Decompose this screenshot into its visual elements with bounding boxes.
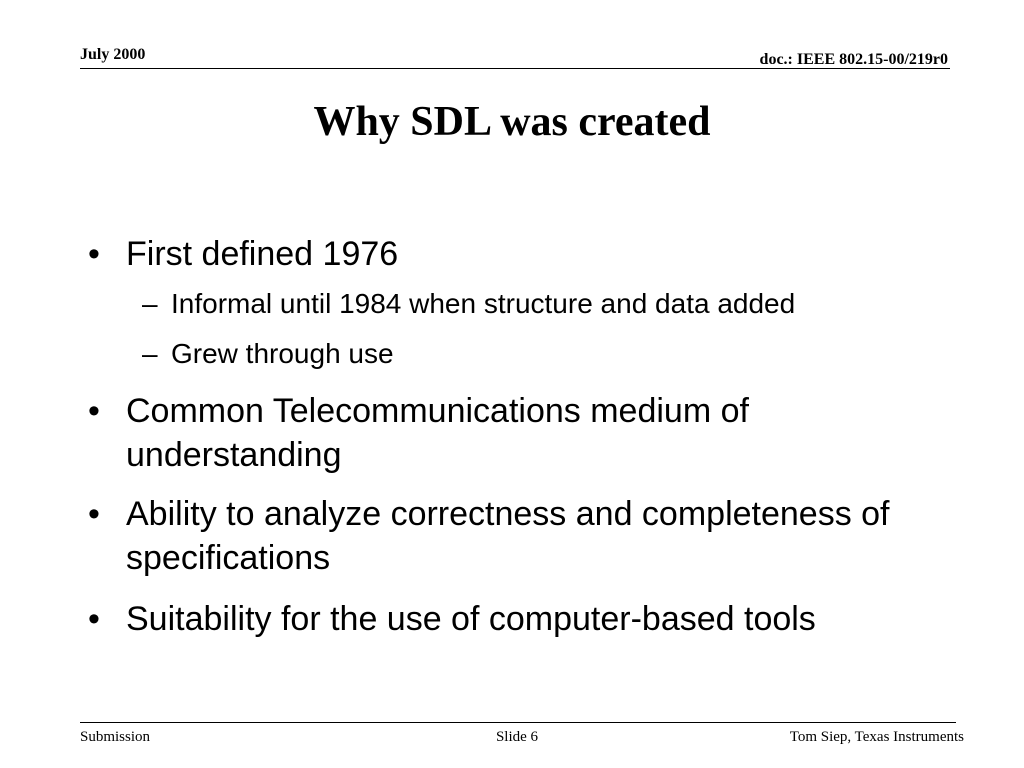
header-divider bbox=[80, 68, 950, 69]
footer-divider bbox=[80, 722, 956, 723]
footer-slide-number: Slide 6 bbox=[495, 729, 539, 745]
bullet-text: Ability to analyze correctness and completeness of specifications bbox=[126, 495, 890, 577]
header-doc-id: doc.: IEEE 802.15-00/219r0 bbox=[759, 51, 948, 68]
bullet-marker: • bbox=[88, 600, 100, 638]
bullet-text: First defined 1976 bbox=[126, 235, 399, 273]
subbullet-text: Informal until 1984 when structure and data added bbox=[171, 288, 796, 319]
subbullet-text: Grew through use bbox=[171, 338, 394, 369]
bullet-text: Suitability for the use of computer-based tools bbox=[126, 600, 816, 638]
bullet-item bbox=[88, 389, 948, 477]
bullet-marker: • bbox=[88, 392, 100, 430]
header-date: July 2000 bbox=[80, 46, 146, 63]
bullet-marker: • bbox=[88, 235, 100, 273]
footer-submission: Submission bbox=[80, 729, 151, 745]
footer-author: Tom Siep, Texas Instruments bbox=[789, 729, 964, 745]
bullet-item bbox=[88, 492, 948, 580]
slide-title: Why SDL was created bbox=[313, 99, 711, 145]
bullet-text: Common Telecommunications medium of understanding bbox=[126, 392, 749, 474]
bullet-item bbox=[88, 597, 948, 641]
bullet-item bbox=[88, 232, 948, 276]
subbullet-item bbox=[142, 286, 962, 322]
subbullet-marker: – bbox=[142, 338, 158, 369]
subbullet-item bbox=[142, 336, 962, 372]
bullet-marker: • bbox=[88, 495, 100, 533]
subbullet-marker: – bbox=[142, 288, 158, 319]
